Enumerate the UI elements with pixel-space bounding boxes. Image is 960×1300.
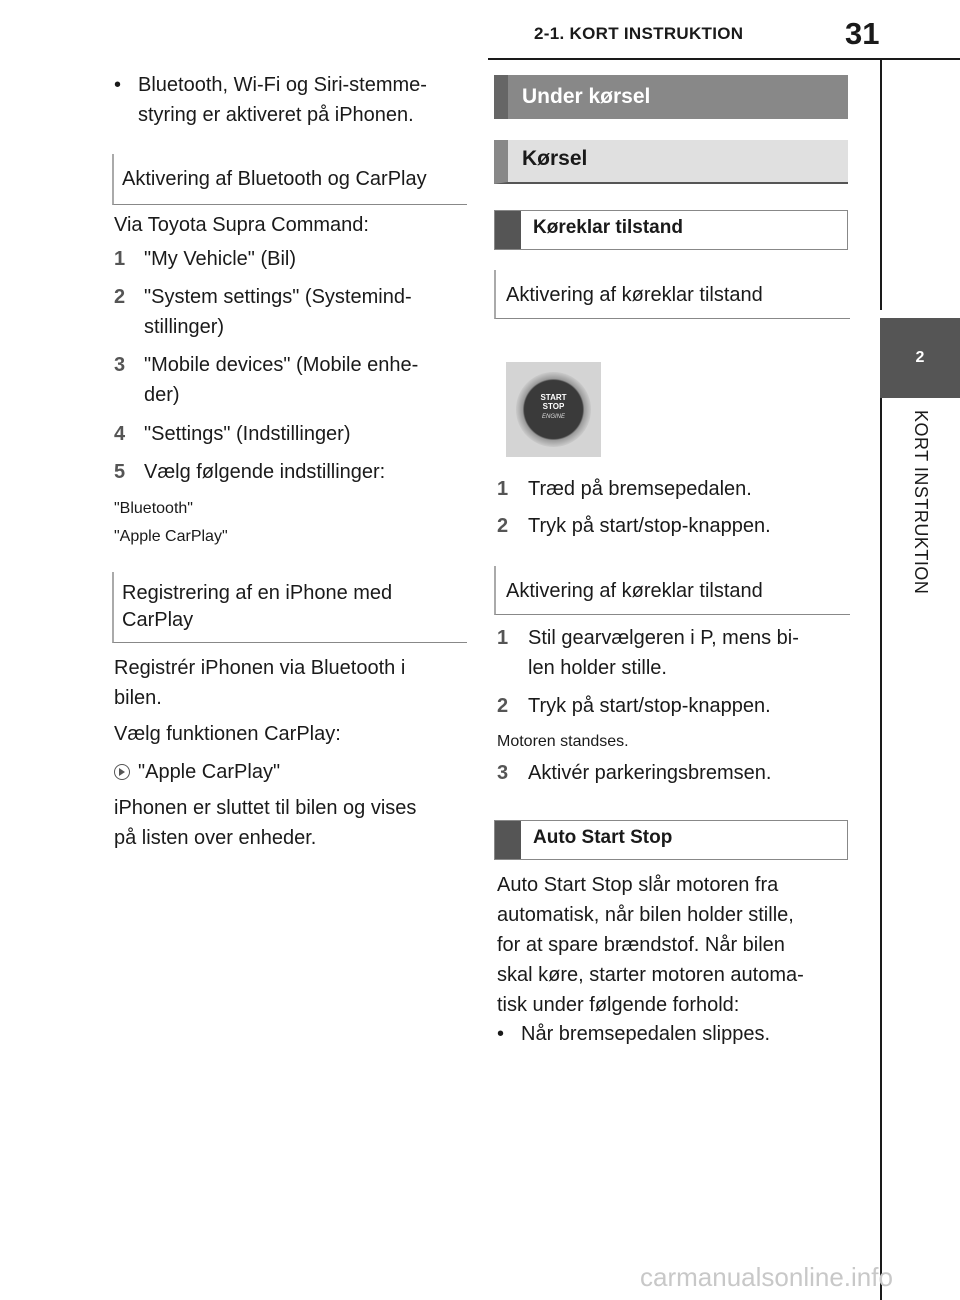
start-stop-button-image bbox=[506, 362, 601, 457]
side-tab-line bbox=[880, 398, 882, 1300]
step-text: Tryk på start/stop-knappen. bbox=[528, 695, 771, 717]
step-text: Aktivér parkeringsbremsen. bbox=[528, 762, 772, 784]
subheading bbox=[122, 580, 392, 634]
step-text: Tryk på start/stop-knappen. bbox=[528, 515, 771, 537]
play-arrow-icon bbox=[114, 764, 130, 780]
button-engine-text: ENGINE bbox=[541, 414, 565, 420]
bullet-line: styring er aktiveret på iPhonen. bbox=[138, 104, 414, 126]
subheading-box bbox=[112, 572, 467, 643]
step-text: "System settings" (Systemind- bbox=[144, 286, 412, 308]
menu-path bbox=[114, 757, 280, 787]
subheading-line: CarPlay bbox=[122, 609, 194, 631]
page-number: 31 bbox=[845, 16, 880, 51]
bullet-text: Når bremsepedalen slippes. bbox=[521, 1023, 771, 1045]
paragraph: Vælg funktionen CarPlay: bbox=[114, 723, 341, 745]
note-text: Motoren standses. bbox=[497, 733, 629, 750]
topic-heading-text: Auto Start Stop bbox=[533, 827, 673, 848]
step-text: "Settings" (Indstillinger) bbox=[144, 423, 351, 445]
bullet-dot: • bbox=[497, 1023, 505, 1045]
paragraph: Via Toyota Supra Command: bbox=[114, 214, 369, 236]
subheading: Aktivering af Bluetooth og CarPlay bbox=[122, 168, 427, 190]
paragraph-line: Registrér iPhonen via Bluetooth i bbox=[114, 657, 406, 679]
header-rule bbox=[488, 58, 960, 60]
paragraph-line: bilen. bbox=[114, 687, 162, 709]
section-title: 2-1. KORT INSTRUKTION bbox=[534, 24, 744, 43]
step-text: stillinger) bbox=[144, 316, 225, 338]
step-text: len holder stille. bbox=[528, 657, 667, 679]
step-text: der) bbox=[144, 384, 180, 406]
heading-bar bbox=[495, 211, 521, 249]
topic-heading-text: Køreklar tilstand bbox=[533, 217, 683, 238]
step-number: 1 bbox=[497, 627, 509, 649]
subheading: Aktivering af køreklar tilstand bbox=[506, 580, 763, 602]
chapter-label: KORT INSTRUKTION bbox=[911, 410, 931, 595]
topic-heading bbox=[494, 820, 848, 860]
main-heading-text: Under kørsel bbox=[522, 85, 651, 108]
section-heading-text: Kørsel bbox=[522, 147, 588, 170]
step-text: "My Vehicle" (Bil) bbox=[144, 248, 297, 270]
step-number: 1 bbox=[497, 478, 509, 500]
paragraph-line: iPhonen er sluttet til bilen og vises bbox=[114, 797, 417, 819]
subheading-box bbox=[494, 566, 850, 615]
main-heading bbox=[494, 75, 848, 119]
paragraph-line: på listen over enheder. bbox=[114, 827, 317, 849]
paragraph-line: automatisk, når bilen holder stille, bbox=[497, 904, 794, 926]
paragraph-line: Auto Start Stop slår motoren fra bbox=[497, 874, 779, 896]
subheading-line: Registrering af en iPhone med bbox=[122, 582, 393, 604]
bullet-line: Bluetooth, Wi-Fi og Siri-stemme- bbox=[138, 74, 427, 96]
option-text: "Apple CarPlay" bbox=[114, 528, 228, 545]
option-text: "Bluetooth" bbox=[114, 500, 193, 517]
button-start-text: START bbox=[540, 393, 567, 402]
paragraph-line: tisk under følgende forhold: bbox=[497, 994, 740, 1016]
step-text: Vælg følgende indstillinger: bbox=[144, 461, 386, 483]
step-number: 3 bbox=[497, 762, 509, 784]
button-stop-text: STOP bbox=[542, 402, 565, 411]
button-label bbox=[506, 393, 601, 411]
step-number: 2 bbox=[114, 286, 126, 308]
paragraph-line: for at spare brændstof. Når bilen bbox=[497, 934, 785, 956]
menu-item-text: "Apple CarPlay" bbox=[138, 761, 281, 783]
step-text: Træd på bremsepedalen. bbox=[528, 478, 752, 500]
heading-bar bbox=[495, 821, 521, 859]
step-number: 5 bbox=[114, 461, 126, 483]
topic-heading bbox=[494, 210, 848, 250]
watermark: carmanualsonline.info bbox=[640, 1262, 893, 1292]
step-number: 3 bbox=[114, 354, 126, 376]
side-tab-line-top bbox=[880, 60, 882, 310]
subheading-box bbox=[494, 270, 850, 319]
step-number: 4 bbox=[114, 423, 126, 445]
step-text: "Mobile devices" (Mobile enhe- bbox=[144, 354, 419, 376]
step-number: 2 bbox=[497, 515, 509, 537]
step-number: 2 bbox=[497, 695, 509, 717]
chapter-tab: 2 bbox=[880, 318, 960, 398]
paragraph-line: skal køre, starter motoren automa- bbox=[497, 964, 804, 986]
bullet-dot: • bbox=[114, 74, 122, 96]
step-text: Stil gearvælgeren i P, mens bi- bbox=[528, 627, 799, 649]
subheading: Aktivering af køreklar tilstand bbox=[506, 284, 763, 306]
subheading-box bbox=[112, 154, 467, 205]
section-heading bbox=[494, 140, 848, 184]
step-number: 1 bbox=[114, 248, 126, 270]
